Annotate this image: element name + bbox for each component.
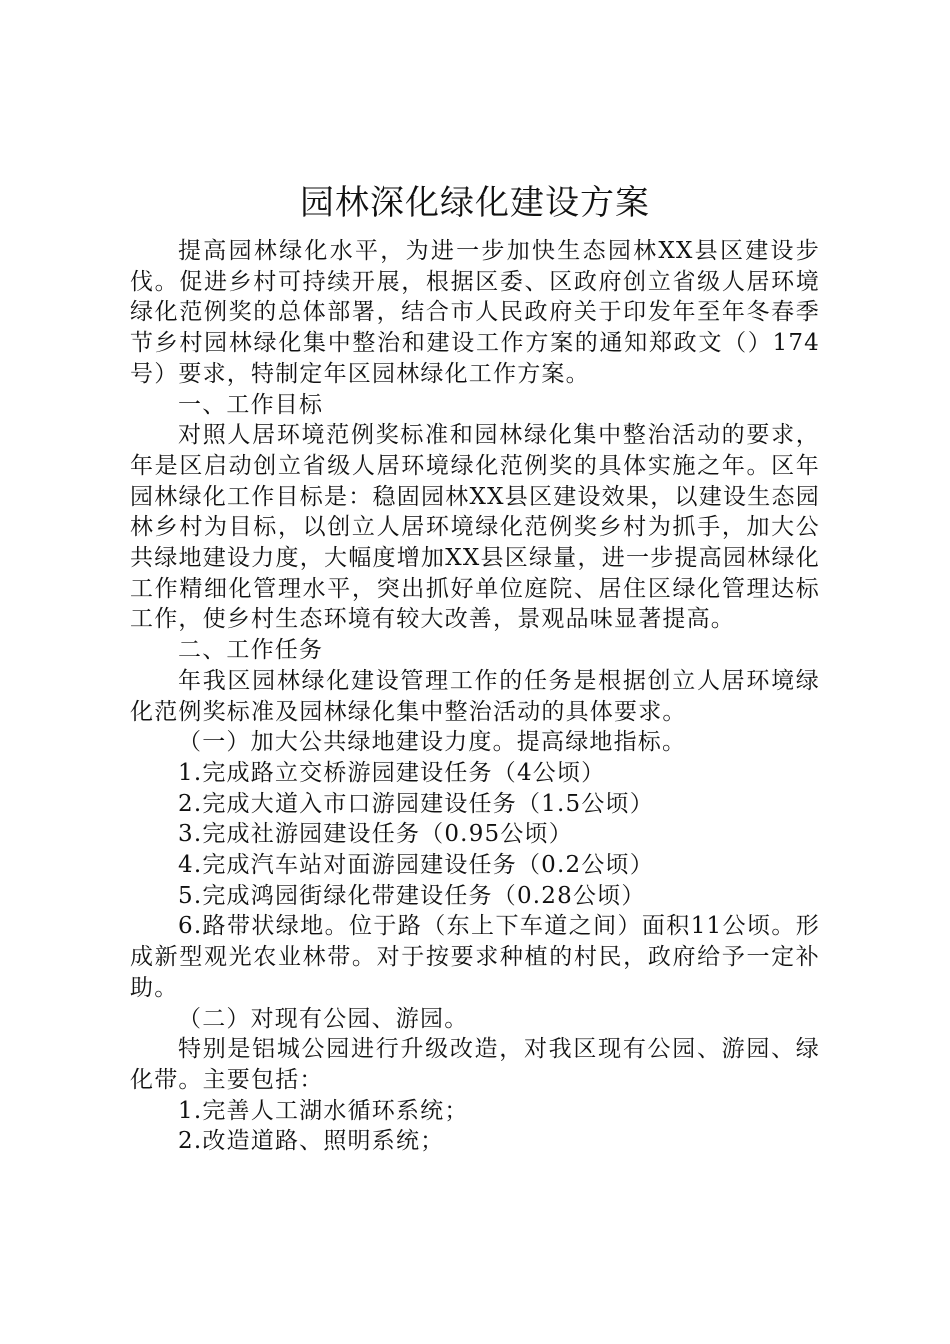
list-item: 2.改造道路、照明系统；: [178, 1128, 445, 1155]
document-title: 园林深化绿化建设方案: [300, 183, 650, 223]
paragraph-intro: 提高园林绿化水平，为进一步加快生态园林XX县区建设步伐。促进乡村可持续开展，根据区委、区政府创立省级人居环境绿化范例奖的总体部署，结合市人民政府关于印发年至年冬春季节乡村园林绿化集中整治和建设工作方案的通知郑政文（）174号）要求，特制定年区园林绿化工作方案。: [130, 238, 820, 387]
paragraph-upgrade: 特别是铝城公园进行升级改造，对我区现有公园、游园、绿化带。主要包括：: [130, 1036, 820, 1093]
list-item: 1.完成路立交桥游园建设任务（4公顷）: [178, 759, 606, 786]
heading-work-goals: 一、工作目标: [178, 391, 324, 418]
list-item: 6.路带状绿地。位于路（东上下车道之间）面积11公顷。形成新型观光农业林带。对于按要求种植的村民，政府给予一定补助。: [130, 913, 820, 1001]
paragraph-goals: 对照人居环境范例奖标准和园林绿化集中整治活动的要求，年是区启动创立省级人居环境绿化范例奖的具体实施之年。区年园林绿化工作目标是：稳固园林XX县区建设效果，以建设生态园林乡村为目标，以创立人居环境绿化范例奖乡村为抓手，加大公共绿地建设力度，大幅度增加XX县区绿量，进一步提高园林绿化工作精细化管理水平，突出抓好单位庭院、居住区绿化管理达标工作，使乡村生态环境有较大改善，景观品味显著提高。: [130, 422, 820, 633]
subheading-existing-parks: （二）对现有公园、游园。: [178, 1005, 469, 1032]
list-item: 5.完成鸿园街绿化带建设任务（0.28公顷）: [178, 882, 646, 909]
subheading-public-green: （一）加大公共绿地建设力度。提高绿地指标。: [178, 729, 687, 756]
document-body: [130, 236, 820, 1157]
paragraph-tasks: 年我区园林绿化建设管理工作的任务是根据创立人居环境绿化范例奖标准及园林绿化集中整治活动的具体要求。: [130, 667, 820, 725]
list-item: 3.完成社游园建设任务（0.95公顷）: [178, 821, 573, 848]
list-item: 4.完成汽车站对面游园建设任务（0.2公顷）: [178, 852, 654, 879]
list-item: 2.完成大道入市口游园建设任务（1.5公顷）: [178, 790, 654, 817]
heading-work-tasks: 二、工作任务: [178, 637, 324, 664]
list-item: 1.完善人工湖水循环系统；: [178, 1097, 469, 1124]
